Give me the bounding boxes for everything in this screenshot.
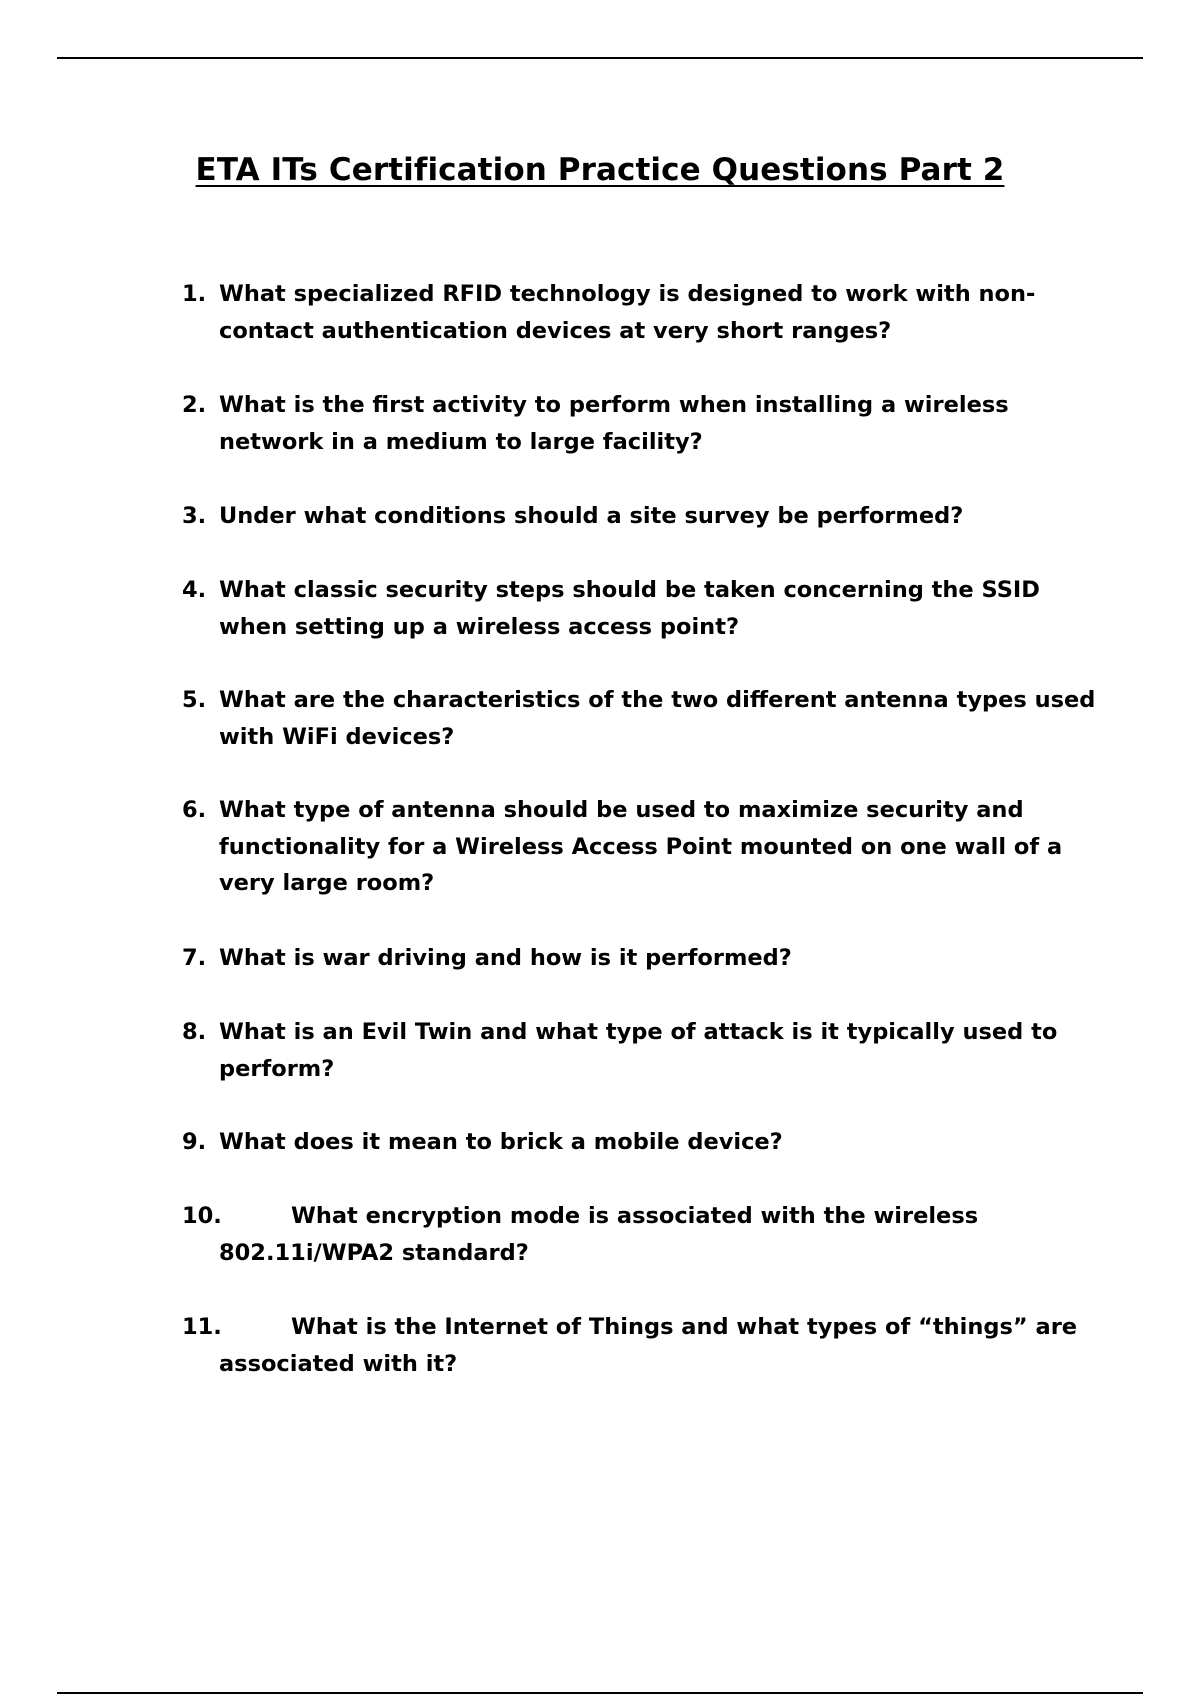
question-text-8: What is an Evil Twin and what type of attack is it typically used to perform? — [219, 1019, 1058, 1082]
question-text-11: What is the Internet of Things and what types of “things” are associated with it? — [219, 1314, 1078, 1377]
question-text-1: What specialized RFID technology is designed to work with non-contact authentication devices at very short ranges? — [219, 281, 1036, 344]
question-number-6: 6. — [182, 797, 207, 823]
question-number-4: 4. — [182, 577, 207, 603]
question-number-11: 11. — [182, 1314, 222, 1340]
question-number-10: 10. — [182, 1203, 222, 1229]
question-item-1 — [182, 276, 1102, 349]
question-number-8: 8. — [182, 1019, 207, 1045]
question-number-3: 3. — [182, 503, 207, 529]
question-text-10: What encryption mode is associated with the wireless 802.11i/WPA2 standard? — [219, 1203, 979, 1266]
question-text-5: What are the characteristics of the two different antenna types used with WiFi devices? — [219, 687, 1096, 750]
question-text-6: What type of antenna should be used to maximize security and functionality for a Wireless Access Point mounted on one wall of a very large room? — [219, 797, 1063, 896]
question-item-11 — [182, 1309, 1102, 1382]
bottom-rule — [57, 1692, 1143, 1694]
question-text-4: What classic security steps should be taken concerning the SSID when setting up a wireless access point? — [219, 577, 1040, 640]
question-text-9: What does it mean to brick a mobile device? — [219, 1129, 783, 1155]
question-item-10 — [182, 1198, 1102, 1271]
question-item-2 — [182, 387, 1102, 460]
question-item-7 — [182, 940, 1102, 977]
question-item-4 — [182, 572, 1102, 645]
question-number-9: 9. — [182, 1129, 207, 1155]
question-number-7: 7. — [182, 945, 207, 971]
question-number-5: 5. — [182, 687, 207, 713]
question-item-6 — [182, 792, 1102, 902]
question-text-7: What is war driving and how is it performed? — [219, 945, 792, 971]
question-text-2: What is the first activity to perform when installing a wireless network in a medium to large facility? — [219, 392, 1009, 455]
question-number-2: 2. — [182, 392, 207, 418]
question-number-1: 1. — [182, 281, 207, 307]
question-text-3: Under what conditions should a site survey be performed? — [219, 503, 964, 529]
page-title: ETA ITs Certification Practice Questions Part 2 — [195, 152, 1005, 188]
question-item-3 — [182, 498, 1102, 535]
question-item-8 — [182, 1014, 1102, 1087]
question-item-9 — [182, 1124, 1102, 1161]
question-item-5 — [182, 682, 1102, 755]
